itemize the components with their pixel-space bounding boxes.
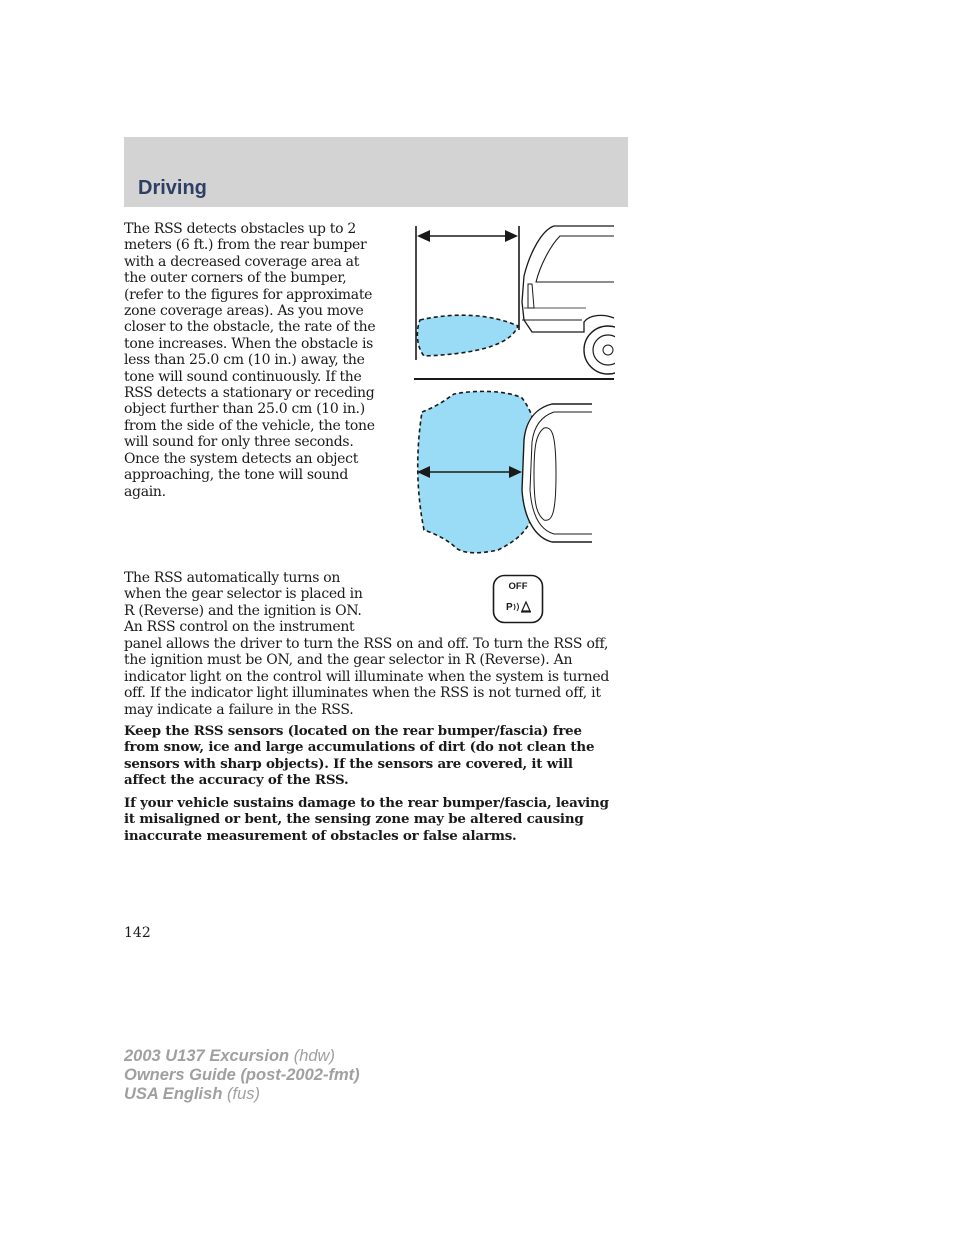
side-coverage-zone bbox=[417, 315, 518, 356]
section-header bbox=[124, 137, 628, 207]
text-line: If your vehicle sustains damage to the rear bumper/fascia, leaving bbox=[124, 795, 609, 811]
rss-description-paragraph: The RSS detects obstacles up to 2 meters (6 ft.) from the rear bumper with a decreased coverage area at the outer corners of the bumper, (refer to the figures for approximate zone coverage areas). As you move closer to the obstacle, the rate of the tone increases. When the obstacle is less than 25.0 cm (10 in.) away, the tone will sound continuously. If the RSS detects a stationary or receding object further than 25.0 cm (10 in.) from the side of the vehicle, the tone will sound for only three seconds. Once the system detects an object approaching, the tone will sound again. bbox=[124, 221, 376, 500]
section-title: Driving bbox=[138, 177, 207, 199]
text-line: sensors with sharp objects). If the sensors are covered, it will bbox=[124, 755, 573, 772]
text-line: when the gear selector is placed in bbox=[124, 586, 363, 603]
text-line: may indicate a failure in the RSS. bbox=[124, 701, 354, 718]
text-line: An RSS control on the instrument bbox=[124, 619, 355, 636]
footer-language-code: (fus) bbox=[227, 1085, 260, 1103]
footer-line-model bbox=[124, 1047, 360, 1066]
text-line: R (Reverse) and the ignition is ON. bbox=[124, 602, 362, 619]
rss-off-button-illustration bbox=[492, 574, 544, 624]
text-line: inaccurate measurement of obstacles or false alarms. bbox=[124, 827, 517, 844]
sensor-cleaning-warning bbox=[124, 723, 628, 789]
text-line: from snow, ice and large accumulations of dirt (do not clean the bbox=[124, 739, 595, 756]
page-number: 142 bbox=[124, 925, 151, 941]
footer-model-code: (hdw) bbox=[293, 1047, 335, 1065]
rss-control-paragraph-intro bbox=[124, 570, 374, 636]
rss-top-view-figure bbox=[414, 390, 596, 556]
footer-line-language bbox=[124, 1085, 360, 1104]
text-line: Keep the RSS sensors (located on the rear bumper/fascia) free bbox=[124, 723, 582, 739]
text-line: The RSS automatically turns on bbox=[124, 570, 341, 586]
text-line: panel allows the driver to turn the RSS on and off. To turn the RSS off, bbox=[124, 636, 609, 652]
text-line: the ignition must be ON, and the gear selector in R (Reverse). An bbox=[124, 652, 573, 669]
vehicle-side-outline bbox=[522, 226, 614, 332]
svg-text:P: P bbox=[506, 602, 513, 613]
text-line: affect the accuracy of the RSS. bbox=[124, 772, 349, 789]
text-line: it misaligned or bent, the sensing zone may be altered causing bbox=[124, 811, 584, 828]
footer-line-guide bbox=[124, 1066, 360, 1085]
footer-model: 2003 U137 Excursion bbox=[124, 1047, 290, 1065]
document-footer bbox=[124, 1047, 360, 1104]
text-line: off. If the indicator light illuminates when the RSS is not turned off, it bbox=[124, 685, 601, 702]
vehicle-top-outline bbox=[522, 404, 592, 542]
text-line: indicator light on the control will illuminate when the system is turned bbox=[124, 668, 610, 685]
rss-side-view-figure bbox=[414, 222, 616, 384]
footer-guide: Owners Guide (post-2002-fmt) bbox=[124, 1066, 360, 1084]
footer-language: USA English bbox=[124, 1085, 223, 1103]
off-label: OFF bbox=[508, 581, 528, 592]
rss-control-paragraph-continued bbox=[124, 636, 624, 718]
bumper-damage-warning bbox=[124, 795, 628, 844]
